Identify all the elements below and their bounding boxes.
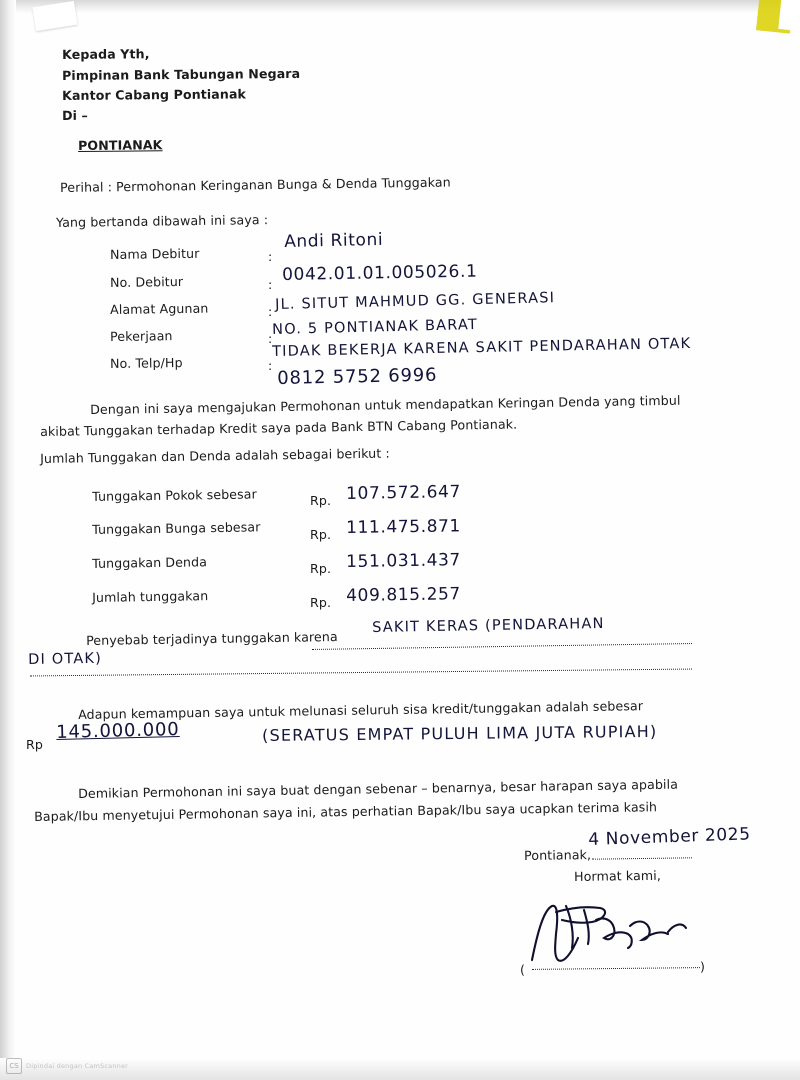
field-label-no-telp: No. Telp/Hp [110,354,183,371]
amount-label-tunggakan-pokok: Tunggakan Pokok sebesar [92,486,257,504]
cause-label: Penyebab terjadinya tunggakan karena [86,629,338,648]
cause-value-line-1: SAKIT KERAS (PENDARAHAN [372,615,605,636]
amount-currency-tunggakan-bunga: Rp. [310,527,332,542]
signature-regards: Hormat kami, [574,867,662,884]
field-colon-no-telp: : [268,358,273,373]
closing-line-1: Demikian Permohonan ini saya buat dengan sebenar – benarnya, besar harapan saya apabila [78,776,679,801]
body-paragraph-line-1: Dengan ini saya mengajukan Permohonan untuk mendapatkan Keringan Denda yang timbul [90,392,681,417]
signature-date-dotted-line [592,857,692,859]
amount-value-tunggakan-bunga: 111.475.871 [346,516,462,538]
camscanner-watermark [6,1058,128,1074]
signature-name-open-paren: ( [520,962,526,977]
capability-text: Adapun kemampuan saya untuk melunasi seluruh sisa kredit/tunggakan adalah sebesar [78,698,644,722]
field-value-nama-debitur: Andi Ritoni [284,229,384,252]
cause-value-line-2: DI OTAK) [28,650,103,668]
handwritten-signature [500,890,730,970]
cause-dotted-line-1 [312,643,692,650]
field-colon-pekerjaan: : [268,331,273,346]
amount-value-tunggakan-pokok: 107.572.647 [346,481,462,504]
amount-currency-tunggakan-denda: Rp. [310,561,332,576]
signature-name-close-paren: ) [700,959,706,974]
addressee-line-4: Di – [62,107,88,123]
amount-label-tunggakan-denda: Tunggakan Denda [92,554,208,571]
field-value-alamat-agunan: JL. SITUT MAHMUD GG. GENERASI [275,290,556,313]
capability-currency: Rp [26,737,43,752]
amount-value-jumlah-tunggakan: 409.815.257 [346,584,462,606]
field-value-alamat-agunan-line2: NO. 5 PONTIANAK BARAT [272,316,479,338]
camscanner-badge-icon: CS [6,1058,22,1074]
field-colon-no-debitur: : [268,277,273,292]
camscanner-watermark-text: Dipindai dengan CamScanner [26,1062,129,1070]
subject-line: Perihal : Permohonan Keringanan Bunga & Denda Tunggakan [60,174,451,195]
body-paragraph-line-2: akibat Tunggakan terhadap Kredit saya pada Bank BTN Cabang Pontianak. [40,416,518,439]
intro-line: Yang bertanda dibawah ini saya : [56,212,269,230]
cause-dotted-line-2 [30,669,692,677]
field-colon-alamat-agunan: : [268,304,273,319]
closing-line-2: Bapak/Ibu menyetujui Permohonan saya ini, atas perhatian Bapak/Ibu saya ucapkan terima kasih [34,799,658,824]
addressee-city: PONTIANAK [78,137,163,153]
signature-place-label: Pontianak, [524,847,592,863]
field-colon-nama-debitur: : [268,249,273,264]
amount-label-jumlah-tunggakan: Jumlah tunggakan [92,588,209,605]
addressee-line-3: Kantor Cabang Pontianak [62,86,247,103]
field-label-no-debitur: No. Debitur [110,273,184,290]
addressee-line-1: Kepada Yth, [62,46,150,62]
field-value-no-telp: 0812 5752 6996 [277,364,438,389]
body-paragraph-line-3: Jumlah Tunggakan dan Denda adalah sebagai berikut : [40,445,390,466]
signature-date: 4 November 2025 [588,824,751,850]
field-value-pekerjaan: TIDAK BEKERJA KARENA SAKIT PENDARAHAN OTAK [272,335,692,360]
amount-currency-tunggakan-pokok: Rp. [310,493,332,508]
field-label-pekerjaan: Pekerjaan [110,328,173,344]
capability-amount-words: (SERATUS EMPAT PULUH LIMA JUTA RUPIAH) [262,721,658,745]
field-label-nama-debitur: Nama Debitur [110,245,200,262]
amount-label-tunggakan-bunga: Tunggakan Bunga sebesar [92,519,261,537]
field-value-no-debitur: 0042.01.01.005026.1 [282,261,478,285]
capability-amount: 145.000.000 [56,718,180,743]
amount-value-tunggakan-denda: 151.031.437 [346,550,462,572]
amount-currency-jumlah-tunggakan: Rp. [310,595,332,610]
addressee-line-2: Pimpinan Bank Tabungan Negara [62,65,301,83]
field-label-alamat-agunan: Alamat Agunan [110,300,209,317]
